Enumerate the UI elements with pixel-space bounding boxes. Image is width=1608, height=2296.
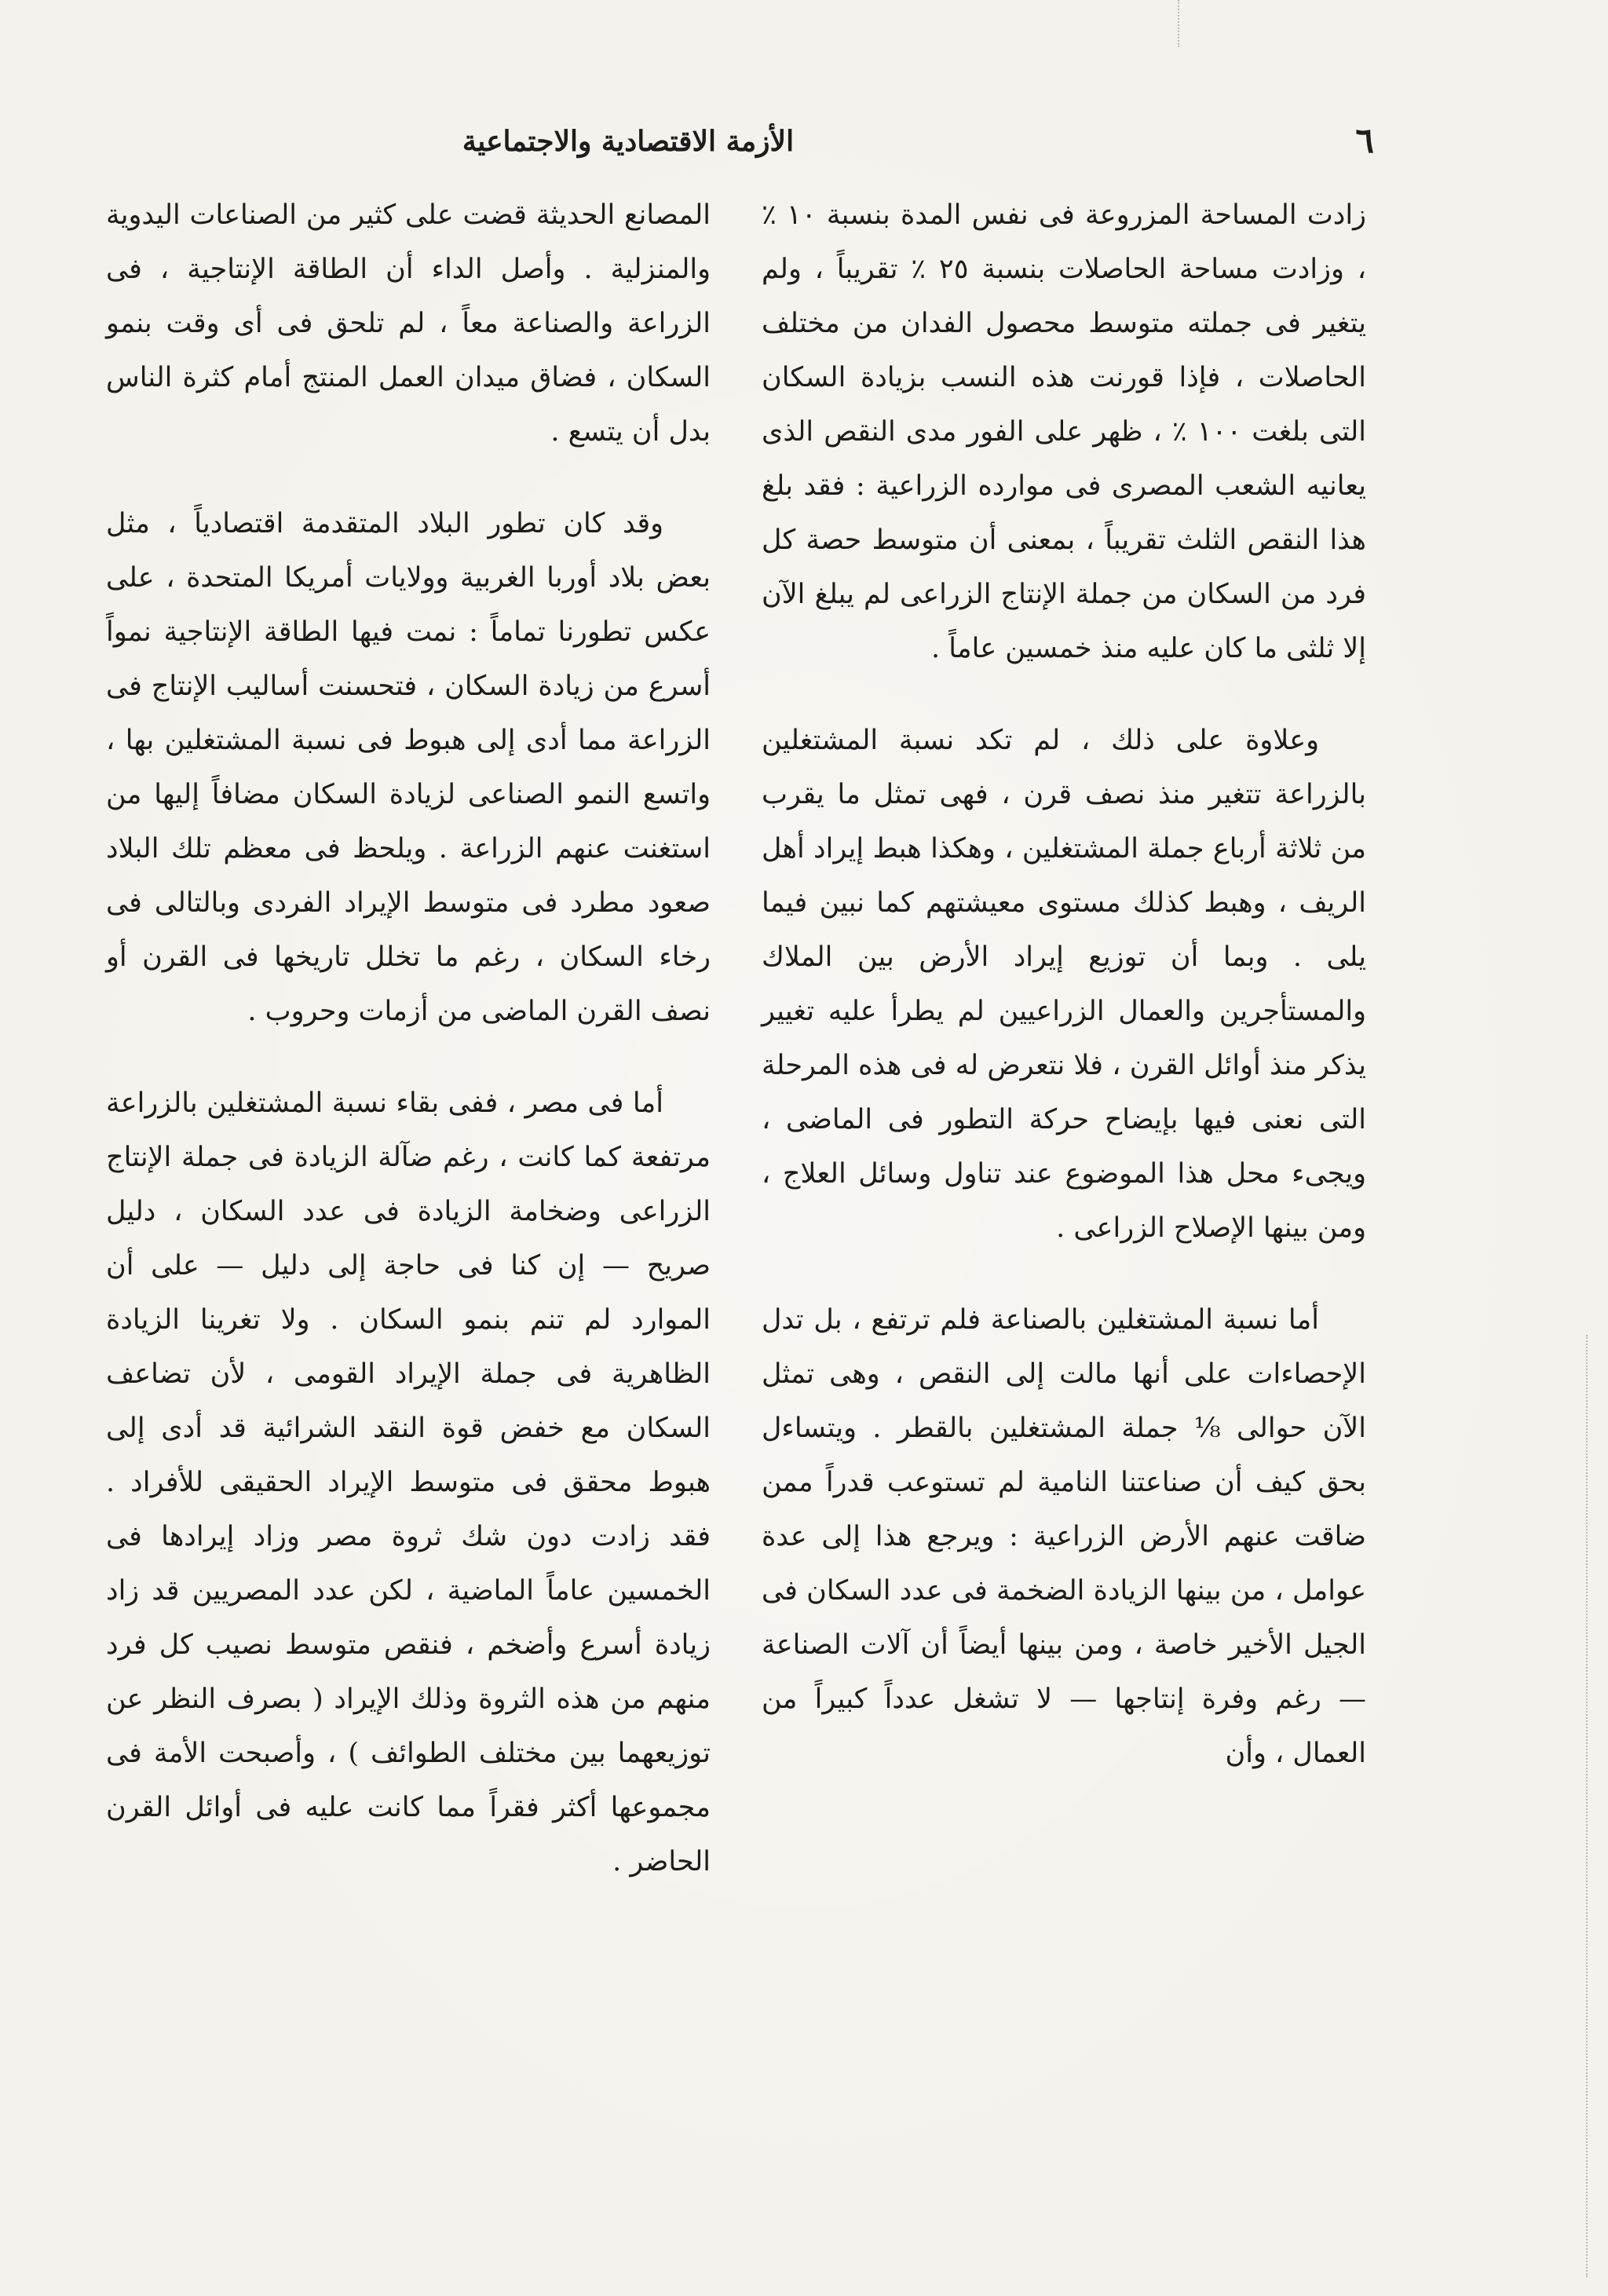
left-text-column xyxy=(106,188,711,1927)
page-number: ٦ xyxy=(1355,121,1374,161)
paragraph: وعلاوة على ذلك ، لم تكد نسبة المشتغلين بالزراعة تتغير منذ نصف قرن ، فهى تمثل ما يقرب من ثلاثة أرباع جملة المشتغلين ، وهكذا هبط إيراد أهل الريف ، وهبط كذلك مستوى معيشتهم كما نبين فيما يلى . وبما أن توزيع إيراد الأرض بين الملاك والمستأجرين والعمال الزراعيين لم يطرأ عليه تغيير يذكر منذ أوائل القرن ، فلا نتعرض له فى هذه المرحلة التى نعنى فيها بإيضاح حركة التطور فى الماضى ، ويجىء محل هذا الموضوع عند تناول وسائل العلاج ، ومن بينها الإصلاح الزراعى . xyxy=(762,725,1366,1244)
page-edge-marks xyxy=(1586,1335,1589,2277)
paragraph: أما نسبة المشتغلين بالصناعة فلم ترتفع ، بل تدل الإحصاءات على أنها مالت إلى النقص ، وهى تمثل الآن حوالى ⅛ جملة المشتغلين بالقطر . ويتساءل بحق كيف أن صناعتنا النامية لم تستوعب قدراً ممن ضاقت عنهم الأرض الزراعية : ويرجع هذا إلى عدة عوامل ، من بينها الزيادة الضخمة فى عدد السكان فى الجيل الأخير خاصة ، ومن بينها أيضاً أن آلات الصناعة — رغم وفرة إنتاجها — لا تشغل عدداً كبيراً من العمال ، وأن xyxy=(762,1304,1366,1769)
paragraph: المصانع الحديثة قضت على كثير من الصناعات اليدوية والمنزلية . وأصل الداء أن الطاقة الإنتاجية ، فى الزراعة والصناعة معاً ، لم تلحق فى أى وقت بنمو السكان ، فضاق ميدان العمل المنتج أمام كثرة الناس بدل أن يتسع . xyxy=(106,199,711,448)
running-title: الأزمة الاقتصادية والاجتماعية xyxy=(462,125,795,158)
page-edge-marks xyxy=(1178,0,1181,47)
paragraph: وقد كان تطور البلاد المتقدمة اقتصادياً ، مثل بعض بلاد أوربا الغربية وولايات أمريكا المتحدة ، على عكس تطورنا تماماً : نمت فيها الطاقة الإنتاجية نمواً أسرع من زيادة السكان ، فتحسنت أساليب الإنتاج فى الزراعة مما أدى إلى هبوط فى نسبة المشتغلين بها ، واتسع النمو الصناعى لزيادة السكان مضافاً إليها من استغنت عنهم الزراعة . ويلحظ فى معظم تلك البلاد صعود مطرد فى متوسط الإيراد الفردى وبالتالى فى رخاء السكان ، رغم ما تخلل تاريخها فى القرن أو نصف القرن الماضى من أزمات وحروب . xyxy=(106,508,711,1027)
right-text-column xyxy=(762,188,1366,1819)
paragraph: أما فى مصر ، ففى بقاء نسبة المشتغلين بالزراعة مرتفعة كما كانت ، رغم ضآلة الزيادة فى جملة الإنتاج الزراعى وضخامة الزيادة فى عدد السكان ، دليل صريح — إن كنا فى حاجة إلى دليل — على أن الموارد لم تنم بنمو السكان . ولا تغرينا الزيادة الظاهرية فى جملة الإيراد القومى ، لأن تضاعف السكان مع خفض قوة النقد الشرائية قد أدى إلى هبوط محقق فى متوسط الإيراد الحقيقى للأفراد . فقد زادت دون شك ثروة مصر وزاد إيرادها فى الخمسين عاماً الماضية ، لكن عدد المصريين قد زاد زيادة أسرع وأضخم ، فنقص متوسط نصيب كل فرد منهم من هذه الثروة وذلك الإيراد ( بصرف النظر عن توزيعهما بين مختلف الطوائف ) ، وأصبحت الأمة فى مجموعها أكثر فقراً مما كانت عليه فى أوائل القرن الحاضر . xyxy=(106,1088,711,1877)
paragraph: زادت المساحة المزروعة فى نفس المدة بنسبة ١٠ ٪ ، وزادت مساحة الحاصلات بنسبة ٢٥ ٪ تقريباً ، ولم يتغير فى جملته متوسط محصول الفدان من مختلف الحاصلات ، فإذا قورنت هذه النسب بزيادة السكان التى بلغت ١٠٠ ٪ ، ظهر على الفور مدى النقص الذى يعانيه الشعب المصرى فى موارده الزراعية : فقد بلغ هذا النقص الثلث تقريباً ، بمعنى أن متوسط حصة كل فرد من السكان من جملة الإنتاج الزراعى لم يبلغ الآن إلا ثلثى ما كان عليه منذ خمسين عاماً . xyxy=(762,199,1366,664)
page-header xyxy=(118,118,1374,165)
